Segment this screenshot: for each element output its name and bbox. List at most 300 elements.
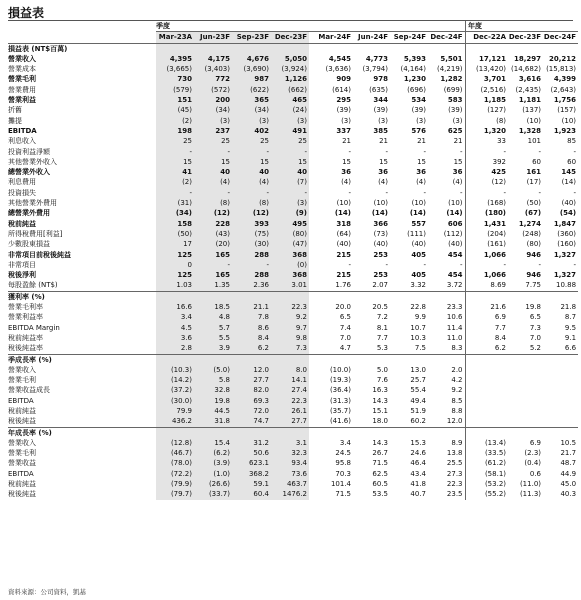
table-row [8,448,578,458]
quarter-value: 4.8 [194,312,232,322]
period-header: Dec-23F [271,32,309,43]
quarter-value: 4,175 [194,54,232,64]
section-header-row [8,354,578,365]
annual-value [543,427,578,438]
quarter-value: - [232,147,271,157]
quarter-value: 295 [336,96,351,105]
annual-value: (127) [487,106,507,115]
quarter-value: 79.9 [156,406,194,416]
annual-value: 1,185 [483,96,507,105]
annual-value: - [503,147,507,156]
quarter-value: 165 [194,250,232,260]
table-row [8,64,578,74]
page-title: 損益表 [8,6,45,20]
quarter-value: 576 [411,126,426,135]
annual-value: 1,756 [553,96,577,105]
annual-value: 44.9 [560,469,577,478]
section-header-row [8,291,578,302]
quarter-value: 15 [232,157,271,167]
row-label: 營業毛利 [8,376,36,385]
quarter-value: 25 [271,136,309,146]
quarter-value: (1.0) [194,469,232,479]
quarter-value: (6.2) [194,448,232,458]
annual-value [508,406,543,416]
table-row [8,406,578,416]
quarter-value: 72.0 [232,406,271,416]
row-label: 總營業外費用 [8,209,50,218]
annual-value: 8.69 [490,281,507,290]
row-label: 非常項目前稅後純益 [8,250,71,259]
quarter-value [353,291,390,302]
quarter-value: (696) [407,85,426,94]
row-label: 營業毛利 [8,449,36,458]
table-row [8,489,578,499]
quarter-value: - [423,260,426,269]
annual-value: (2,516) [480,85,507,94]
quarter-value: 253 [373,271,388,280]
annual-value: (13.4) [484,438,507,447]
quarter-value [194,43,232,54]
annual-value: - [573,260,577,269]
quarter-value: 368.2 [232,469,271,479]
quarter-value [315,43,353,54]
quarter-value: 1476.2 [271,489,309,499]
annual-value: (11.0) [519,480,542,489]
quarter-value: 15 [194,157,232,167]
quarter-value: (111) [407,229,426,238]
quarter-value [353,427,390,438]
quarter-value: 7.0 [339,333,351,342]
annual-value: (58.1) [484,469,507,478]
quarter-value: 36 [341,168,351,177]
quarter-value: 978 [373,75,388,84]
quarter-value: (4,164) [400,65,426,74]
quarter-value: 16.3 [372,386,388,395]
quarter-value: 53.5 [372,490,388,499]
annual-value: 1,181 [518,96,542,105]
quarter-value: (622) [232,85,271,95]
annual-group-label: 年度 [468,21,578,32]
annual-value [508,354,543,365]
quarter-value: 2.36 [232,280,271,291]
annual-value [468,416,508,427]
quarter-value: 15 [379,157,388,166]
quarter-value: 366 [373,219,388,228]
quarter-value: (572) [194,85,232,95]
quarter-value: (40) [336,240,351,249]
quarter-value: 46.4 [410,459,426,468]
quarter-value: 730 [156,74,194,84]
row-label: 營業成本 [8,65,36,74]
annual-value: 7.75 [525,281,542,290]
quarter-value: 365 [232,95,271,105]
quarter-value: 15 [271,157,309,167]
annual-value [468,43,508,54]
row-label: EBITDA [8,396,34,405]
quarter-value [271,291,309,302]
quarter-value: 95.8 [335,459,351,468]
annual-value [508,396,543,406]
annual-value [543,396,578,406]
quarter-value: 22.8 [410,303,426,312]
table-row [8,74,578,84]
quarter-value: 8.9 [451,438,463,447]
quarter-value: (20) [194,239,232,249]
quarter-value: (662) [271,85,309,95]
annual-value: (67) [524,209,542,218]
annual-value: 60 [532,157,542,166]
annual-value [468,427,508,438]
row-label: 營業收入 [8,365,36,374]
annual-value: (14) [561,178,577,187]
annual-value: - [503,188,507,197]
quarter-value: 7.8 [232,312,271,322]
row-label: EBITDA [8,126,37,135]
quarter-value: - [194,147,232,157]
quarter-value: 3.32 [410,281,426,290]
annual-value: 33 [497,137,507,146]
quarter-value [232,291,271,302]
annual-value: 1,320 [483,126,507,135]
quarter-value: (3) [378,116,388,125]
row-label: 營業收入 [8,54,36,63]
quarter-value: 60.5 [372,480,388,489]
table-row [8,105,578,115]
annual-value: 17,121 [479,54,507,63]
quarter-value: 4.5 [156,323,194,333]
row-label: 稅後純益率 [8,344,43,353]
row-label: 稅前純益 [8,406,36,415]
quarter-value: 8.8 [451,406,463,415]
annual-value [543,43,578,54]
quarter-value: 22.3 [446,480,463,489]
annual-value: 1,274 [518,219,542,228]
quarter-value: (64) [336,229,351,238]
annual-value: (2,435) [515,85,542,94]
annual-value: 8.7 [564,313,577,322]
quarter-value: 3.01 [271,280,309,291]
quarter-value: 9.7 [271,323,309,333]
quarter-value: 4,545 [328,54,351,63]
annual-value: (160) [557,240,577,249]
quarter-value: (14) [371,209,388,218]
quarter-value [271,427,309,438]
quarter-value: 10.7 [410,323,426,332]
quarter-value [271,354,309,365]
quarter-value: (4,219) [437,65,463,74]
table-row [8,157,578,167]
quarter-value: 8.3 [451,344,463,353]
annual-value: 8.4 [494,333,507,342]
quarter-value [156,354,194,365]
annual-value: (360) [557,229,577,238]
annual-value: - [573,188,577,197]
quarter-value [194,291,232,302]
quarter-value: (12) [194,208,232,218]
quarter-value [428,43,465,54]
quarter-value: - [271,188,309,198]
period-header: Dec-24F [428,32,465,43]
quarter-value: 40.7 [410,490,426,499]
quarter-value: 21.1 [232,302,271,312]
quarter-value: 158 [156,219,194,229]
quarter-value: - [194,260,232,270]
quarter-value: 0 [156,260,194,270]
quarter-value: - [459,188,463,197]
quarter-value: (3) [271,116,309,126]
quarter-value: (41.6) [329,417,351,426]
quarter-value: 5.0 [376,365,388,374]
annual-value: 19.8 [525,303,542,312]
quarter-value: - [459,260,463,269]
annual-value: 1,066 [483,250,507,259]
quarter-value: (24) [271,105,309,115]
quarter-value: - [348,147,351,156]
period-header: Mar-23A [156,32,194,43]
quarter-value: 10.6 [446,313,463,322]
quarter-value: 237 [194,126,232,136]
annual-value: 101 [527,137,542,146]
annual-value: 1,923 [553,126,577,135]
table-row [8,323,578,333]
quarter-value: 93.4 [271,458,309,468]
quarter-value: - [385,147,388,156]
quarter-value: (8) [232,198,271,208]
quarter-value [315,291,353,302]
quarter-value: 3.1 [271,438,309,448]
quarter-value: 12.0 [232,365,271,375]
quarter-value: (10.3) [156,365,194,375]
quarter-value: 19.8 [194,396,232,406]
quarter-value: - [459,147,463,156]
quarter-value: (72.2) [156,469,194,479]
quarter-value: (31.3) [329,396,351,405]
quarter-value [353,354,390,365]
quarter-value: 4.2 [451,376,463,385]
quarterly-group-label: 季度 [156,21,465,32]
quarter-value: (31) [156,198,194,208]
annual-value: 7.0 [529,333,542,342]
quarter-value: 215 [336,271,351,280]
footnote: 資料來源：公司資料，凱基 [8,588,86,596]
quarter-value: 4,773 [365,54,388,63]
annual-value: 48.7 [560,459,577,468]
section-header-row [8,43,578,54]
quarter-value: (10) [411,199,426,208]
table-row [8,375,578,385]
annual-value: (137) [522,106,542,115]
quarter-value: 50.6 [232,448,271,458]
quarter-value: 62.5 [372,469,388,478]
quarter-value: 7.3 [271,343,309,354]
quarter-value [353,43,390,54]
annual-value: 21.6 [490,303,507,312]
quarter-value: - [385,260,388,269]
row-label: 少數股東損益 [8,240,50,249]
quarter-value: 15 [156,157,194,167]
quarter-value: 557 [411,219,426,228]
annual-value: (10) [526,116,542,125]
quarter-value: 625 [447,126,463,135]
quarter-value: 5,050 [271,54,309,64]
quarter-value: (2) [156,116,194,126]
table-row [8,479,578,489]
table-row [8,365,578,375]
quarter-value: 165 [194,270,232,280]
row-label: 每股盈餘 (NT$) [8,281,58,290]
table-row [8,116,578,126]
quarter-value: 40 [194,167,232,177]
annual-value: (33.5) [484,449,507,458]
annual-value: (157) [557,106,577,115]
annual-value: (204) [487,229,507,238]
table-row [8,396,578,406]
annual-value [468,396,508,406]
quarter-value: 9.8 [271,333,309,343]
period-header: Sep-23F [232,32,271,43]
quarter-value: (10) [448,199,463,208]
quarter-value: (10.0) [329,365,351,374]
quarter-value: (33.7) [194,489,232,499]
table-row [8,208,578,218]
quarter-value: 27.4 [271,385,309,395]
annual-value: 6.6 [564,344,577,353]
table-row [8,219,578,229]
quarter-value: 25.7 [410,376,426,385]
quarter-value: (614) [332,85,351,94]
quarter-value: 463.7 [271,479,309,489]
annual-value: (11.3) [519,490,542,499]
row-label: 營業利益率 [8,313,43,322]
quarter-value: - [232,188,271,198]
income-statement-table [8,21,578,500]
table-row [8,343,578,354]
quarter-value: (46.7) [156,448,194,458]
table-row [8,458,578,468]
quarter-value: 318 [336,219,351,228]
row-label: 獲利率 (%) [8,291,156,302]
quarter-value: 393 [232,219,271,229]
quarter-value: 1,230 [403,75,426,84]
row-label: 利息收入 [8,137,36,146]
quarter-value: 454 [447,250,463,259]
row-label: 攤提 [8,116,22,125]
section-header-row [8,427,578,438]
quarter-value: (34) [156,208,194,218]
quarter-value: 8.0 [271,365,309,375]
quarter-value: (4) [194,177,232,187]
annual-value: 10.5 [560,438,577,447]
quarter-value: 288 [232,270,271,280]
row-label: 營業毛利率 [8,303,43,312]
quarter-value: (579) [156,85,194,95]
table-row [8,85,578,95]
row-label: 其他營業外費用 [8,199,57,208]
quarter-value: 4,395 [156,54,194,64]
annual-value: 40.3 [560,490,577,499]
table-row [8,198,578,208]
period-header: Dec-22A [468,32,508,43]
quarter-value: 14.1 [271,375,309,385]
quarter-value [315,427,353,438]
annual-value: 20,212 [549,54,577,63]
quarter-value: 13.8 [446,449,463,458]
quarter-value: 13.0 [410,365,426,374]
row-label: 稅後純益 [8,417,36,426]
quarter-value: 31.8 [194,416,232,427]
quarter-value: (12) [232,208,271,218]
quarter-value: 69.3 [232,396,271,406]
quarter-value: 909 [336,75,351,84]
annual-value: 21.8 [560,303,577,312]
quarter-value: - [385,188,388,197]
annual-value: 425 [491,168,507,177]
quarter-value: 32.8 [194,385,232,395]
quarter-value: - [423,188,426,197]
quarter-value: 41 [156,167,194,177]
quarter-value: 4,676 [232,54,271,64]
quarter-value: 5,393 [403,54,426,63]
quarter-value: (3,636) [325,65,351,74]
quarter-value: 337 [336,126,351,135]
quarter-value: (112) [443,229,463,238]
annual-value: 21.7 [560,449,577,458]
quarter-value: 11.4 [446,323,463,332]
quarter-value: (3,665) [156,64,194,74]
quarter-value: 43.4 [410,469,426,478]
quarter-value: 987 [232,74,271,84]
quarter-value [194,354,232,365]
quarter-value: 228 [194,219,232,229]
quarter-value: 14.3 [372,396,388,405]
quarter-value: 44.5 [194,406,232,416]
quarter-value: 15.4 [194,438,232,448]
annual-value: 18,297 [514,54,542,63]
annual-value: - [538,260,542,269]
annual-value: (12) [491,178,507,187]
row-label: 損益表 (NT$百萬) [8,43,156,54]
annual-value: (40) [561,199,577,208]
quarter-value [390,427,428,438]
quarter-value: 25 [156,136,194,146]
quarter-value: 125 [156,250,194,260]
annual-value: (54) [559,209,577,218]
annual-value: 1,327 [553,271,577,280]
group-header-row [8,21,578,32]
quarter-value: 288 [232,250,271,260]
quarter-value [156,291,194,302]
quarter-value: 368 [271,270,309,280]
quarter-value [156,43,194,54]
annual-value: (248) [522,229,542,238]
row-label: 年成長率 (%) [8,427,156,438]
annual-value: (61.2) [484,459,507,468]
annual-value [508,291,543,302]
table-row [8,270,578,280]
quarter-value: 36 [378,168,388,177]
period-header: Dec-23F [508,33,542,42]
quarter-value: 6.2 [232,343,271,354]
quarter-value: (4) [416,178,426,187]
quarter-value: 9.2 [451,386,463,395]
annual-value: 946 [526,271,542,280]
quarter-value: (79.9) [156,479,194,489]
quarter-value: 8.4 [232,333,271,343]
annual-value: (80) [526,240,542,249]
quarter-value: (3.9) [194,458,232,468]
quarter-value: 14.3 [372,438,388,447]
quarter-value: 40 [232,167,271,177]
